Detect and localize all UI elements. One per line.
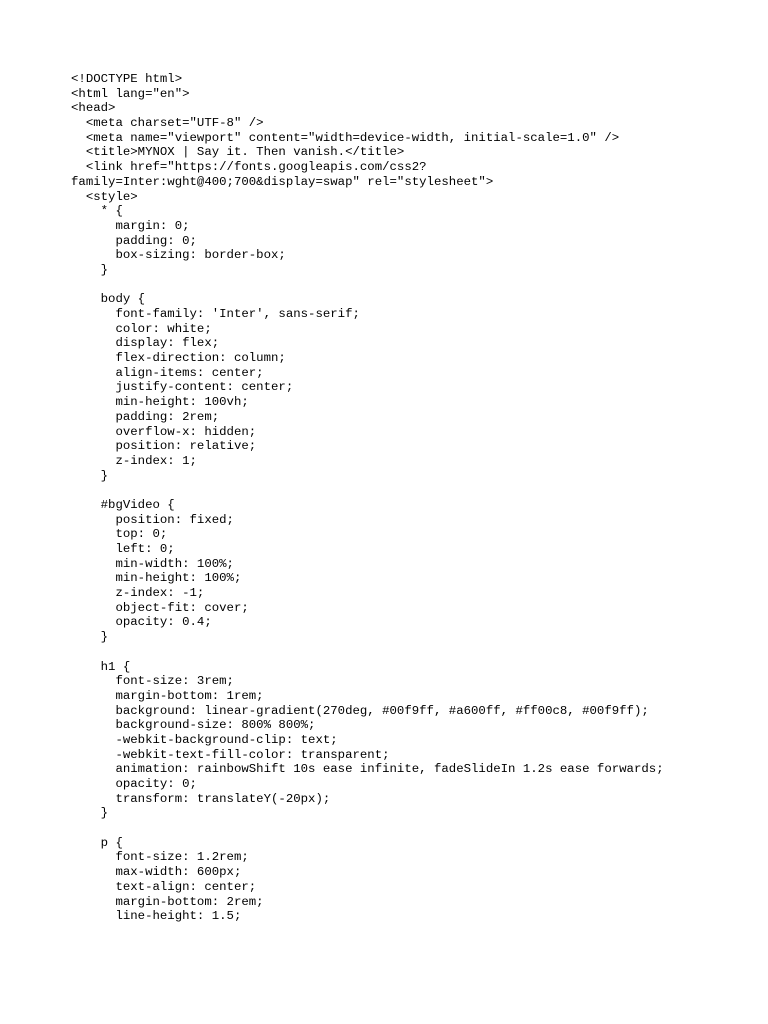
code-line: <title>MYNOX | Say it. Then vanish.</title> xyxy=(71,145,405,160)
code-line: z-index: -1; xyxy=(71,586,205,601)
code-line: margin-bottom: 2rem; xyxy=(71,894,264,909)
code-line: font-size: 3rem; xyxy=(71,674,234,689)
code-line: family=Inter:wght@400;700&display=swap" rel="stylesheet"> xyxy=(71,174,494,189)
code-line: padding: 0; xyxy=(71,233,197,248)
code-line: display: flex; xyxy=(71,336,220,351)
code-line: <html lang="en"> xyxy=(71,86,190,101)
code-line: position: fixed; xyxy=(71,512,234,527)
code-line: text-align: center; xyxy=(71,879,257,894)
code-line: box-sizing: border-box; xyxy=(71,248,286,263)
code-line: } xyxy=(71,806,109,821)
code-line: transform: translateY(-20px); xyxy=(71,791,331,806)
code-line: #bgVideo { xyxy=(71,497,175,512)
code-line: line-height: 1.5; xyxy=(71,909,242,924)
code-line: background-size: 800% 800%; xyxy=(71,718,316,733)
code-line: font-size: 1.2rem; xyxy=(71,850,249,865)
code-line: overflow-x: hidden; xyxy=(71,424,257,439)
code-line: } xyxy=(71,262,109,277)
code-line: padding: 2rem; xyxy=(71,409,220,424)
code-line: -webkit-text-fill-color: transparent; xyxy=(71,747,390,762)
code-line: justify-content: center; xyxy=(71,380,294,395)
code-line xyxy=(71,821,664,836)
code-line: <!DOCTYPE html> xyxy=(71,72,183,86)
code-line: object-fit: cover; xyxy=(71,600,249,615)
code-line: <style> xyxy=(71,189,138,204)
code-line: max-width: 600px; xyxy=(71,865,242,880)
code-line: <link href="https://fonts.googleapis.com/css2? xyxy=(71,160,427,175)
code-line: } xyxy=(71,630,109,645)
code-line: } xyxy=(71,468,109,483)
code-line: animation: rainbowShift 10s ease infinite, fadeSlideIn 1.2s ease forwards; xyxy=(71,762,664,777)
code-line xyxy=(71,483,664,498)
code-line: position: relative; xyxy=(71,439,257,454)
code-line: z-index: 1; xyxy=(71,453,197,468)
code-line: background: linear-gradient(270deg, #00f9ff, #a600ff, #ff00c8, #00f9ff); xyxy=(71,703,649,718)
code-line: <head> xyxy=(71,101,116,116)
code-line: align-items: center; xyxy=(71,365,264,380)
code-line: min-width: 100%; xyxy=(71,556,234,571)
code-line: opacity: 0; xyxy=(71,777,197,791)
code-line: <meta name="viewport" content="width=device-width, initial-scale=1.0" /> xyxy=(71,130,620,145)
code-line: min-height: 100vh; xyxy=(71,395,249,410)
code-line: -webkit-background-clip: text; xyxy=(71,732,338,747)
code-line: top: 0; xyxy=(71,527,168,542)
code-line xyxy=(71,278,664,293)
code-line: * { xyxy=(71,204,123,219)
code-line: h1 { xyxy=(71,659,131,674)
code-line xyxy=(71,645,664,660)
code-line: body { xyxy=(71,292,146,307)
code-line: flex-direction: column; xyxy=(71,351,286,366)
code-line: margin: 0; xyxy=(71,218,190,233)
code-line: p { xyxy=(71,835,123,850)
source-code-listing xyxy=(71,72,664,924)
code-line: opacity: 0.4; xyxy=(71,615,212,630)
code-line: margin-bottom: 1rem; xyxy=(71,688,264,703)
code-line: font-family: 'Inter', sans-serif; xyxy=(71,307,360,321)
code-line: min-height: 100%; xyxy=(71,571,242,586)
code-line: color: white; xyxy=(71,321,212,336)
code-line: <meta charset="UTF-8" /> xyxy=(71,116,264,131)
code-line: left: 0; xyxy=(71,542,175,556)
